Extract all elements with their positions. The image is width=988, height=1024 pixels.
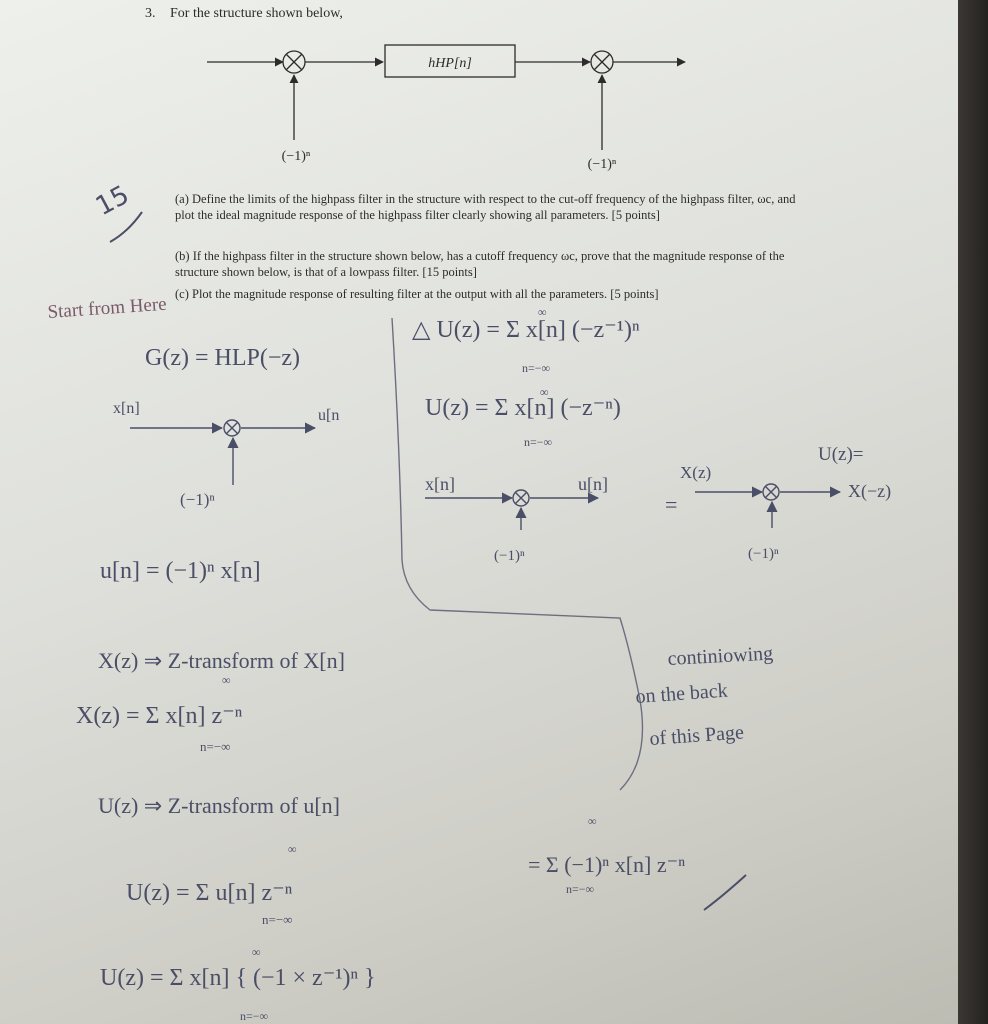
uz-equation: U(z) = Σ u[n] z⁻ⁿ [126, 880, 293, 906]
sum2-top: ∞ [540, 385, 549, 399]
side-note-line2: on the back [634, 679, 729, 708]
question-part-a: (a) Define the limits of the highpass filter in the structure with respect to the cut-off frequency of the highpass filter, ωc, and plot the ideal magnitude response of the highpass filter clearly showing all parameters. [5 points] [175, 192, 796, 222]
diagram2-input-label: x[n] [425, 474, 455, 494]
sum5-top: ∞ [588, 814, 597, 828]
sum3-top: ∞ [222, 673, 231, 687]
uz-transform-definition: U(z) ⇒ Z-transform of u[n] [98, 793, 341, 818]
question-number: 3. [145, 6, 156, 21]
diagram3-multiplier [763, 484, 779, 500]
side-note-line1: continiowing [667, 642, 774, 670]
sum1-top: ∞ [538, 305, 547, 319]
diagram1-output-label: u[n [318, 407, 340, 424]
diagram3-output-label: X(−z) [848, 481, 892, 501]
uz-definition-2: U(z) = Σ x[n] (−z⁻ⁿ) [425, 395, 621, 421]
uz-definition-1: △ U(z) = Σ x[n] (−z⁻¹)ⁿ [412, 317, 640, 343]
uz-equation-rhs: = Σ (−1)ⁿ x[n] z⁻ⁿ [528, 852, 686, 877]
filter-label: hHP[n] [428, 56, 472, 71]
sum5-bottom: n=−∞ [566, 882, 595, 896]
modulator-left-label: (−1)ⁿ [281, 149, 311, 164]
uz-final-equation: U(z) = Σ x[n] { (−1 × z⁻¹)ⁿ } [100, 965, 376, 991]
check-mark [704, 875, 746, 910]
g-equation: G(z) = HLP(−z) [145, 345, 301, 371]
diagram2-modulator-label: (−1)ⁿ [494, 548, 525, 564]
sum4-bottom: n=−∞ [262, 912, 293, 927]
sum6-top: ∞ [252, 945, 261, 959]
sum3-bottom: n=−∞ [200, 739, 231, 754]
start-note: Start from Here [46, 293, 168, 323]
question-part-c: (c) Plot the magnitude response of resulting filter at the output with all the parameters. [5 points] [175, 287, 659, 301]
diagram3-equals: = [665, 492, 678, 517]
diagram3-modulator-label: (−1)ⁿ [748, 546, 779, 562]
sum4-top: ∞ [288, 842, 297, 856]
xz-equation: X(z) = Σ x[n] z⁻ⁿ [76, 703, 243, 729]
side-note-line3: of this Page [648, 721, 745, 750]
diagram3-input-label: X(z) [680, 463, 712, 482]
question-intro: For the structure shown below, [170, 6, 343, 21]
grade-mark: 15 [90, 179, 135, 223]
diagram1-multiplier [224, 420, 240, 436]
sum1-bottom: n=−∞ [522, 361, 551, 375]
diagram2-multiplier [513, 490, 529, 506]
diagram1-modulator-label: (−1)ⁿ [180, 490, 215, 509]
diagram3-top-label: U(z)= [818, 444, 864, 465]
diagram1-input-label: x[n] [113, 400, 140, 417]
xz-definition: X(z) ⇒ Z-transform of X[n] [98, 648, 345, 673]
modulator-right-label: (−1)ⁿ [587, 157, 617, 172]
un-equation: u[n] = (−1)ⁿ x[n] [100, 558, 261, 584]
sum2-bottom: n=−∞ [524, 435, 553, 449]
question-part-b: (b) If the highpass filter in the structure shown below, has a cutoff frequency ωc, prove that the magnitude response of the structure shown below, is that of a lowpass filter. [15 points] [175, 249, 785, 279]
sum6-bottom: n=−∞ [240, 1009, 269, 1023]
diagram2-output-label: u[n] [578, 474, 608, 494]
